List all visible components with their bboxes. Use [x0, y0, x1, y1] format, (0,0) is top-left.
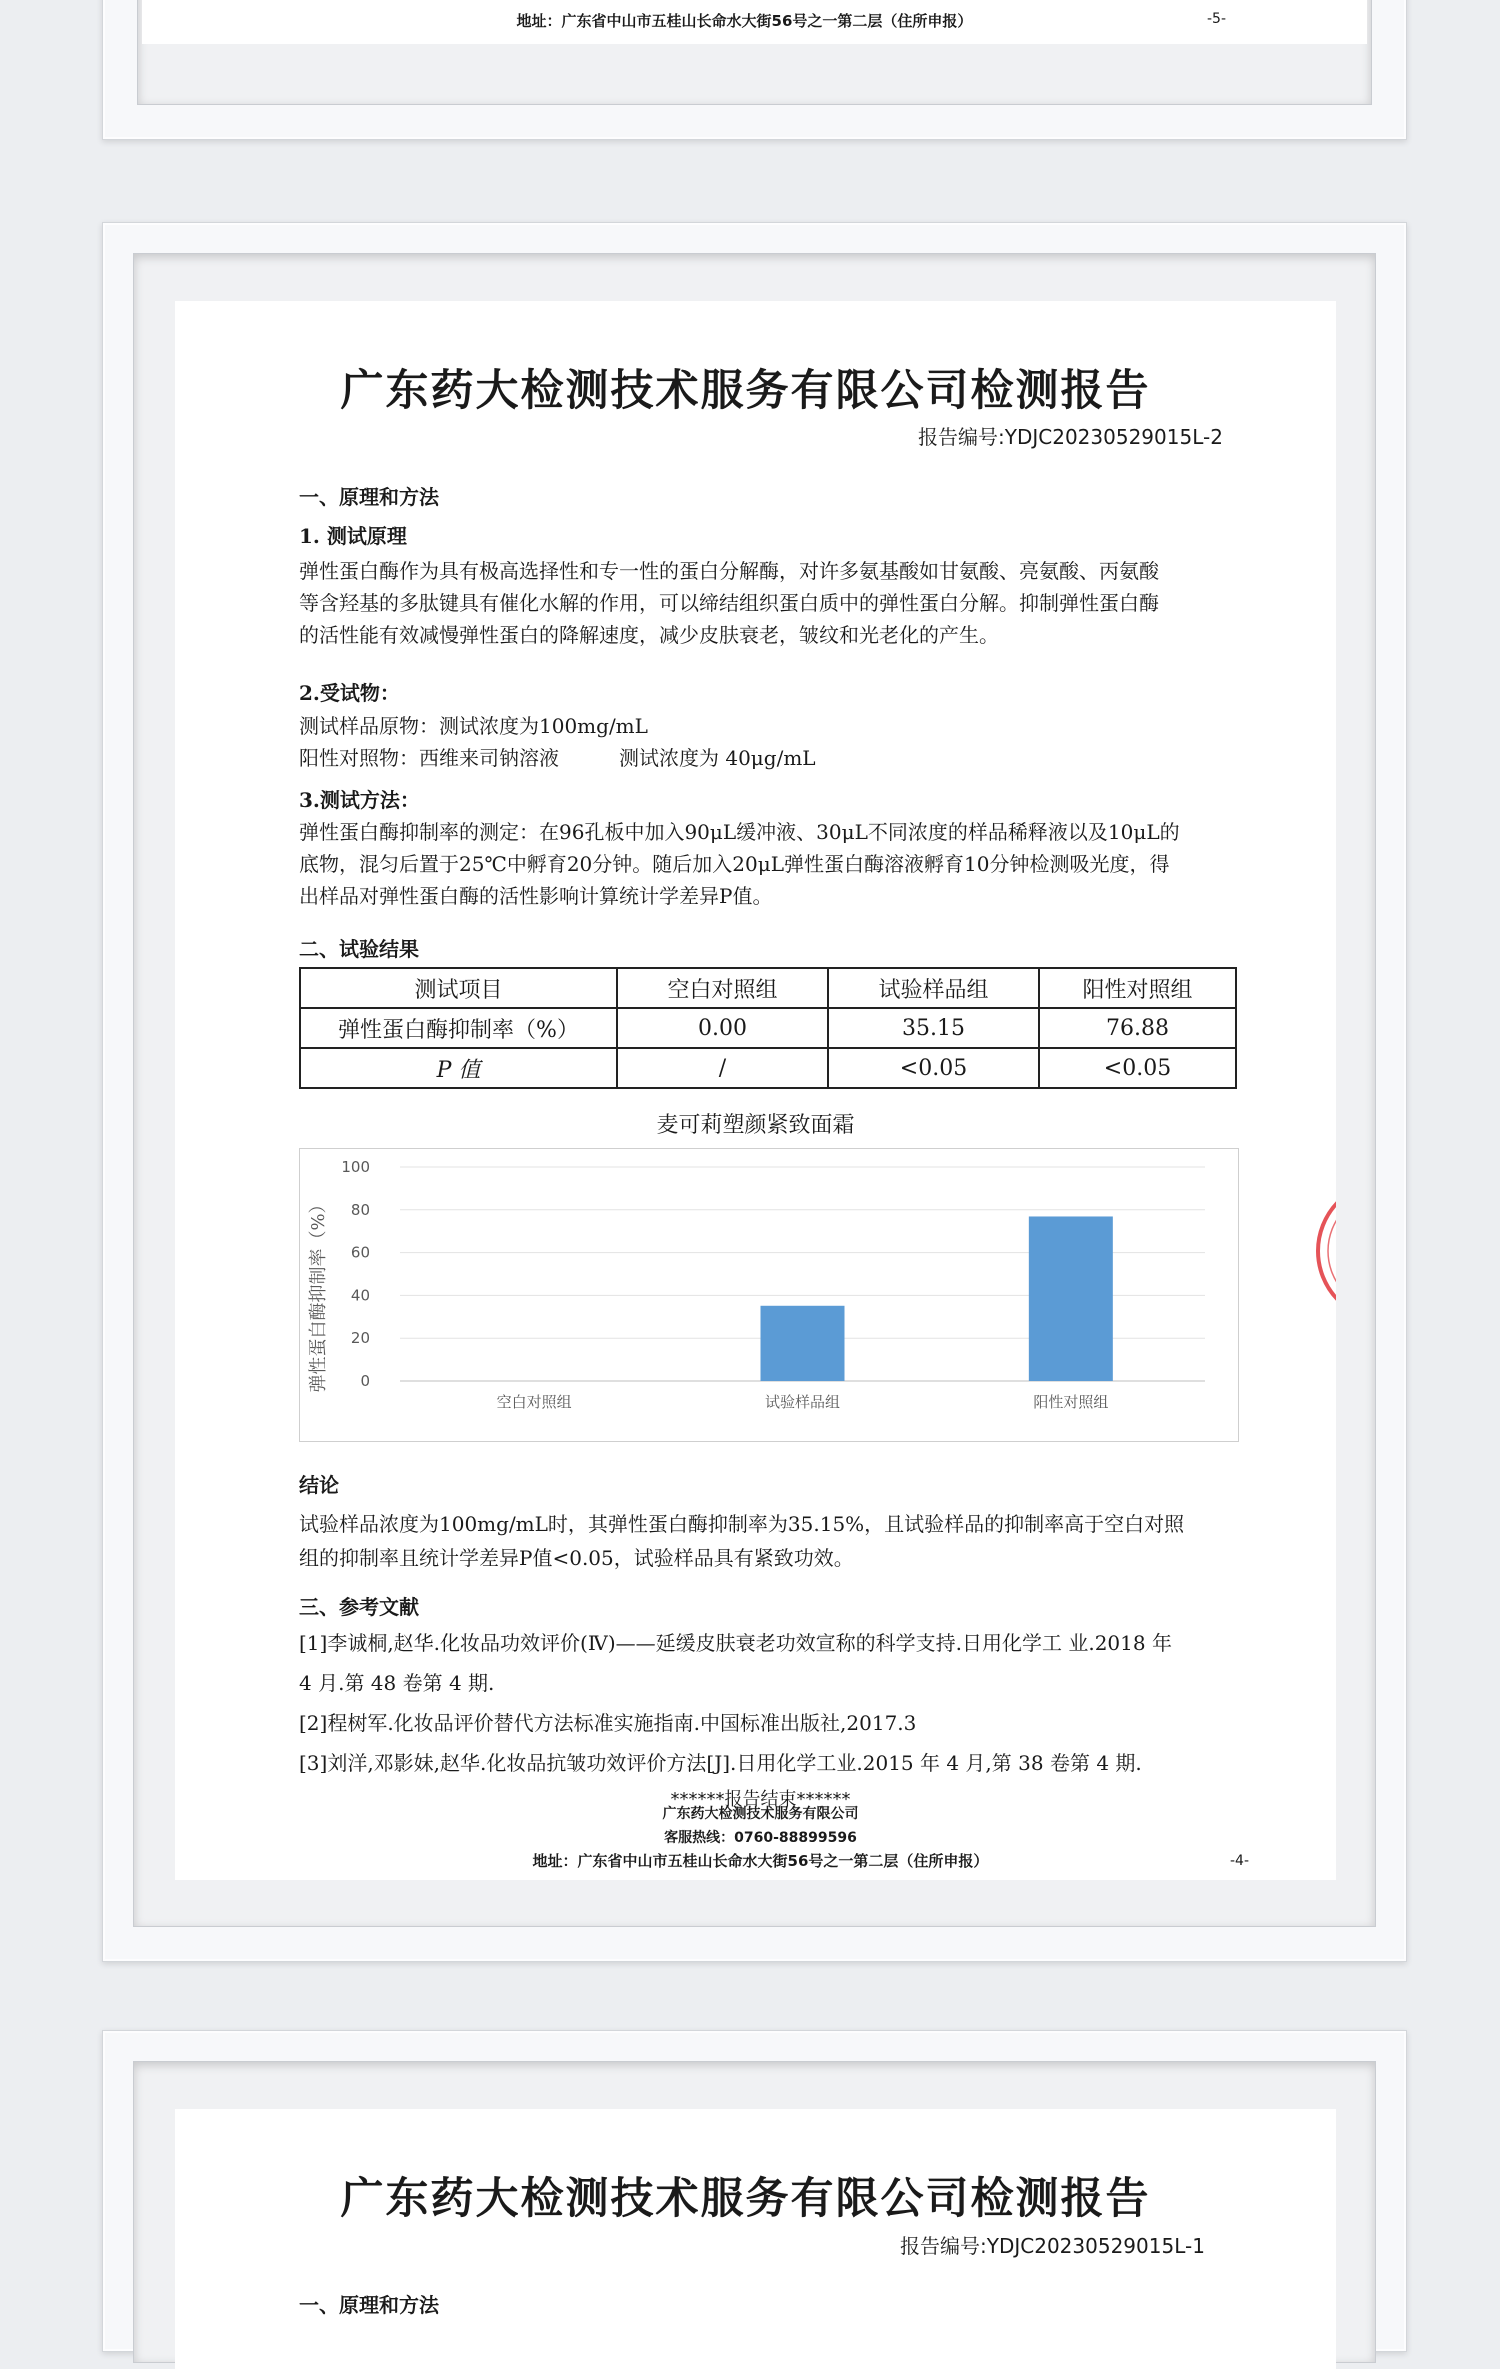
test-method-heading: 3.测试方法：	[299, 788, 420, 812]
footer-address: 地址：广东省中山市五桂山长命水大街56号之一第二层（住所申报）	[532, 1852, 989, 1870]
principle-line: 等含羟基的多肽键具有催化水解的作用，可以缔结组织蛋白质中的弹性蛋白分解。抑制弹性蛋白酶	[299, 591, 1159, 615]
company-seal	[1313, 1171, 1336, 1331]
main-page-frame	[102, 222, 1407, 1962]
reference-item: [3]刘洋,邓影妹,赵华.化妆品抗皱功效评价方法[J].日用化学工业.2015 年 4 月,第 38 卷第 4 期.	[299, 1751, 1142, 1775]
conclusion-text	[299, 1507, 1239, 1575]
table-cell: /	[617, 1048, 828, 1088]
top-page-inner	[137, 0, 1372, 105]
table-row	[300, 1008, 1236, 1048]
section1-heading: 一、原理和方法	[299, 485, 439, 509]
main-page-paper	[175, 301, 1336, 1880]
page-number: -4-	[1230, 1853, 1250, 1869]
footer-contact: 客服热线：0760-88899596	[664, 1830, 857, 1846]
chart-title: 麦可莉塑颜紧致面霜	[656, 1113, 855, 1138]
table-header-cell: 阳性对照组	[1039, 968, 1236, 1008]
table-cell: 0.00	[617, 1008, 828, 1048]
method-line: 底物，混匀后置于25℃中孵育20分钟。随后加入20μL弹性蛋白酶溶液孵育10分钟检测吸光度，得	[299, 852, 1170, 876]
section2-heading: 二、试验结果	[299, 937, 419, 961]
x-tick-label: 试验样品组	[764, 1393, 841, 1411]
x-tick-label: 空白对照组	[496, 1393, 572, 1411]
table-header-cell: 空白对照组	[617, 968, 828, 1008]
bar	[761, 1306, 845, 1381]
chart-container	[299, 1148, 1239, 1442]
test-substance-text	[299, 710, 1199, 774]
results-table	[299, 967, 1237, 1089]
table-cell: <0.05	[1039, 1048, 1236, 1088]
method-line: 出样品对弹性蛋白酶的活性影响计算统计学差异P值。	[299, 884, 773, 908]
report-title: 广东药大检测技术服务有限公司检测报告	[340, 366, 1151, 416]
method-line: 弹性蛋白酶抑制率的测定：在96孔板中加入90μL缓冲液、30μL不同浓度的样品稀释液以及10μL的	[299, 820, 1180, 844]
report-end-marker: ******报告结束******	[670, 1789, 851, 1810]
bottom-page-paper	[175, 2109, 1336, 2369]
bottom-page-inner	[133, 2061, 1376, 2363]
main-page-inner	[133, 253, 1376, 1927]
references-list	[299, 1623, 1259, 1783]
y-tick-label: 100	[341, 1158, 370, 1176]
footer-company: 广东药大检测技术服务有限公司	[662, 1806, 859, 1822]
table-header-row	[300, 968, 1236, 1008]
test-method-text	[299, 816, 1239, 912]
top-page-paper	[142, 0, 1367, 44]
y-tick-label: 80	[350, 1200, 370, 1219]
x-tick-label: 阳性对照组	[1033, 1393, 1109, 1411]
y-tick-label: 0	[360, 1372, 370, 1390]
reference-item: [2]程树军.化妆品评价替代方法标准实施指南.中国标准出版社,2017.3	[299, 1711, 917, 1735]
bar	[1029, 1216, 1113, 1381]
principle-line: 的活性能有效减慢弹性蛋白的降解速度，减少皮肤衰老，皱纹和光老化的产生。	[299, 623, 999, 647]
table-row	[300, 1048, 1236, 1088]
reference-item: [1]李诚桐,赵华.化妆品功效评价(Ⅳ)——延缓皮肤衰老功效宣称的科学支持.日用化学工 业.2018 年	[299, 1631, 1172, 1655]
conclusion-line: 试验样品浓度为100mg/mL时，其弹性蛋白酶抑制率为35.15%，且试验样品的抑制率高于空白对照	[299, 1512, 1185, 1536]
report-number: 报告编号:YDJC20230529015L-2	[918, 425, 1223, 449]
y-tick-label: 40	[350, 1286, 370, 1305]
test-principle-heading: 1. 测试原理	[299, 524, 407, 548]
y-tick-label: 60	[350, 1243, 370, 1262]
top-page-frame	[102, 0, 1407, 140]
bottom-report-title: 广东药大检测技术服务有限公司检测报告	[340, 2174, 1151, 2224]
test-substance-heading: 2.受试物：	[299, 681, 400, 705]
bottom-section1-heading: 一、原理和方法	[299, 2293, 439, 2317]
y-axis-label: 弹性蛋白酶抑制率（%）	[308, 1195, 329, 1393]
bar-chart	[300, 1149, 1238, 1441]
top-page-number: -5-	[1207, 11, 1227, 27]
table-cell: 76.88	[1039, 1008, 1236, 1048]
principle-line: 弹性蛋白酶作为具有极高选择性和专一性的蛋白分解酶，对许多氨基酸如甘氨酸、亮氨酸、丙氨酸	[299, 559, 1159, 583]
conclusion-heading: 结论	[299, 1473, 339, 1497]
table-header-cell: 测试项目	[300, 968, 617, 1008]
table-cell: <0.05	[828, 1048, 1039, 1088]
section3-heading: 三、参考文献	[299, 1595, 419, 1619]
table-cell: 35.15	[828, 1008, 1039, 1048]
reference-item: 4 月.第 48 卷第 4 期.	[299, 1671, 495, 1695]
substance-line: 阳性对照物：西维来司钠溶液 测试浓度为 40μg/mL	[299, 746, 816, 770]
conclusion-line: 组的抑制率且统计学差异P值<0.05，试验样品具有紧致功效。	[299, 1546, 854, 1570]
table-header-cell: 试验样品组	[828, 968, 1039, 1008]
table-cell: 弹性蛋白酶抑制率（%）	[300, 1008, 617, 1048]
test-principle-text	[299, 555, 1239, 651]
bottom-report-number: 报告编号:YDJC20230529015L-1	[900, 2234, 1205, 2258]
table-cell: P 值	[300, 1048, 617, 1088]
bottom-page-frame	[102, 2030, 1407, 2352]
y-tick-label: 20	[350, 1329, 370, 1348]
top-footer-address: 地址：广东省中山市五桂山长命水大街56号之一第二层（住所申报）	[516, 12, 973, 30]
substance-line: 测试样品原物：测试浓度为100mg/mL	[299, 714, 648, 738]
